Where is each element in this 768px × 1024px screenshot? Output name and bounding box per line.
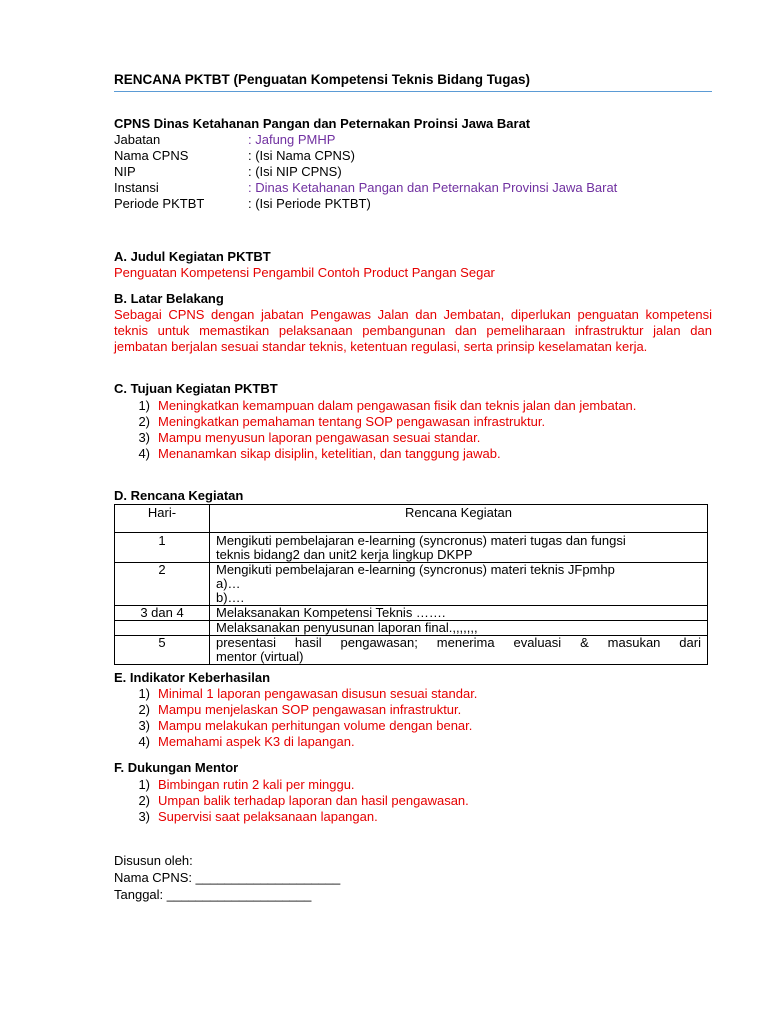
list-text: Supervisi saat pelaksanaan lapangan. [158,809,378,824]
list-item [114,793,710,809]
list-number: 3) [138,809,150,824]
info-row-periode [114,196,710,212]
list-number: 4) [138,446,150,461]
table-row [115,533,708,563]
section-a-text: Penguatan Kompetensi Pengambil Contoh Product Pangan Segar [114,265,495,280]
info-label: Jabatan [114,132,161,147]
list-item [114,414,710,430]
info-label: Instansi [114,180,159,195]
section-b-heading: B. Latar Belakang [114,291,224,306]
section-c-heading: C. Tujuan Kegiatan PKTBT [114,381,278,396]
list-number: 3) [138,718,150,733]
list-item [114,686,710,702]
table-row [115,621,708,636]
list-text: Meningkatkan kemampuan dalam pengawasan fisik dan teknis jalan dan jembatan. [158,398,637,413]
list-number: 4) [138,734,150,749]
activity-table [114,504,708,665]
info-value: : Dinas Ketahanan Pangan dan Peternakan Provinsi Jawa Barat [248,180,618,195]
table-header-row [115,505,708,533]
table-cell-line: Mengikuti pembelajaran e-learning (syncronus) materi tugas dan fungsi [216,533,626,548]
table-cell-line: a)… [216,576,241,591]
list-text: Mampu menjelaskan SOP pengawasan infrastruktur. [158,702,462,717]
table-cell-plan [210,563,708,606]
agency-heading: CPNS Dinas Ketahanan Pangan dan Peternakan Proinsi Jawa Barat [114,116,531,131]
info-row-nama [114,148,710,164]
list-number: 3) [138,430,150,445]
list-text: Mampu menyusun laporan pengawasan sesuai standar. [158,430,481,445]
table-cell-line: Mengikuti pembelajaran e-learning (syncronus) materi teknis JFpmhp [216,562,615,577]
list-item [114,734,710,750]
list-text: Bimbingan rutin 2 kali per minggu. [158,777,355,792]
table-cell-day: 2 [115,563,210,606]
table-cell-line: Melaksanakan Kompetensi Teknis ……. [216,605,446,620]
list-text: Umpan balik terhadap laporan dan hasil pengawasan. [158,793,469,808]
table-cell-line: Melaksanakan penyusunan laporan final.,,,,,,, [216,620,478,635]
info-label: Periode PKTBT [114,196,205,211]
list-item [114,777,710,793]
prepared-by-label: Disusun oleh: [114,853,193,868]
date-signature-line: Tanggal: ____________________ [114,887,312,902]
list-text: Meningkatkan pemahaman tentang SOP pengawasan infrastruktur. [158,414,546,429]
table-cell-day: 3 dan 4 [115,606,210,621]
list-text: Minimal 1 laporan pengawasan disusun sesuai standar. [158,686,478,701]
table-cell-line: mentor (virtual) [216,649,304,664]
list-item [114,446,710,462]
document-title: RENCANA PKTBT (Penguatan Kompetensi Teknis Bidang Tugas) [114,72,712,92]
info-value: : Jafung PMHP [248,132,336,147]
section-d-heading: D. Rencana Kegiatan [114,488,244,503]
table-cell-plan [210,533,708,563]
list-text: Menanamkan sikap disiplin, ketelitian, dan tanggung jawab. [158,446,501,461]
table-cell-day [115,621,210,636]
table-header-plan: Rencana Kegiatan [210,505,708,533]
section-a-heading: A. Judul Kegiatan PKTBT [114,249,271,264]
list-item [114,718,710,734]
info-row-nip [114,164,710,180]
list-number: 1) [138,686,150,701]
info-block [114,132,710,212]
section-e-heading: E. Indikator Keberhasilan [114,670,271,685]
table-cell-line: b)…. [216,590,245,605]
list-number: 1) [138,777,150,792]
section-f-heading: F. Dukungan Mentor [114,760,239,775]
list-number: 2) [138,793,150,808]
table-cell-plan [210,621,708,636]
list-number: 2) [138,702,150,717]
table-cell-plan [210,636,708,665]
name-signature-line: Nama CPNS: ____________________ [114,870,341,885]
table-cell-line: teknis bidang2 dan unit2 kerja lingkup DKPP [216,547,473,562]
table-row [115,563,708,606]
table-row [115,606,708,621]
list-item [114,398,710,414]
info-value: : (Isi Nama CPNS) [248,148,355,163]
info-label: Nama CPNS [114,148,189,163]
table-cell-plan [210,606,708,621]
table-cell-day: 5 [115,636,210,665]
info-value: : (Isi NIP CPNS) [248,164,342,179]
table-cell-line: presentasi hasil pengawasan; menerima evaluasi & masukan dari [216,635,701,650]
list-text: Mampu melakukan perhitungan volume dengan benar. [158,718,473,733]
info-row-jabatan [114,132,710,148]
list-item [114,809,710,825]
table-header-day: Hari- [115,505,210,533]
info-value: : (Isi Periode PKTBT) [248,196,371,211]
list-item [114,430,710,446]
section-e-list [114,686,710,750]
signature-block [114,852,710,903]
info-row-instansi [114,180,710,196]
list-number: 1) [138,398,150,413]
section-b-text: Sebagai CPNS dengan jabatan Pengawas Jalan dan Jembatan, diperlukan penguatan kompetensi teknis untuk memastikan pelaksanaan pembangunan dan pemeliharaan infrastruktur jalan dan jembatan berjalan sesuai standar teknis, ketentuan regulasi, serta prinsip keselamatan kerja. [114,307,712,354]
list-item [114,702,710,718]
list-number: 2) [138,414,150,429]
section-f-list [114,777,710,825]
table-row [115,636,708,665]
info-label: NIP [114,164,136,179]
list-text: Memahami aspek K3 di lapangan. [158,734,355,749]
section-c-list [114,398,710,462]
table-cell-day: 1 [115,533,210,563]
